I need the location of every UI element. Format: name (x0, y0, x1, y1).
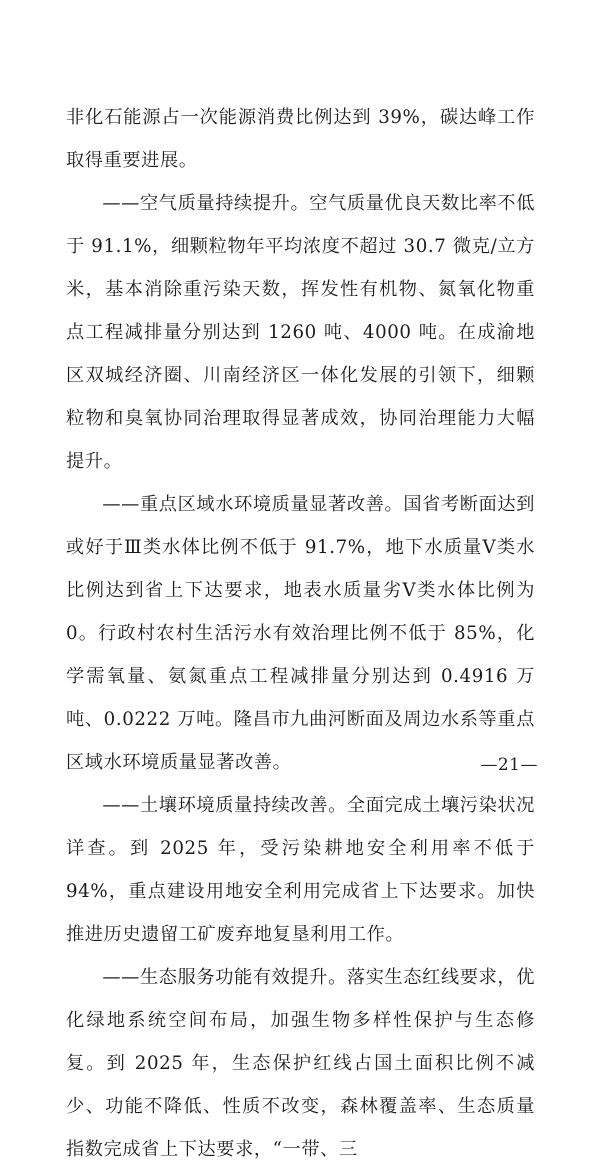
paragraph-soil-quality: ——土壤环境质量持续改善。全面完成土壤污染状况详查。到 2025 年，受污染耕地安全利用率不低于 94%，重点建设用地安全利用完成省上下达要求。加快推进历史遗留工矿废弃地复垦利用工作。 (66, 795, 535, 945)
paragraph-air-quality: ——空气质量持续提升。空气质量优良天数比率不低于 91.1%，细颗粒物年平均浓度不超过 30.7 微克/立方米，基本消除重污染天数，挥发性有机物、氮氧化物重点工程减排量分别达到 1260 吨、4000 吨。在成渝地区双城经济圈、川南经济区一体化发展的引领下，细颗粒物和臭氧协同治理取得显著成效，协同治理能力大幅提升。 (66, 193, 535, 472)
paragraph-continuation-energy: 非化石能源占一次能源消费比例达到 39%，碳达峰工作取得重要进展。 (66, 107, 535, 171)
body-text-column (66, 96, 535, 1171)
page-number: —21— (480, 755, 538, 775)
paragraph-water-quality: ——重点区域水环境质量显著改善。国省考断面达到或好于Ⅲ类水体比例不低于 91.7%，地下水质量Ⅴ类水比例达到省上下达要求，地表水质量劣Ⅴ类水体比例为 0。行政村农村生活污水有效治理比例不低于 85%，化学需氧量、氨氮重点工程减排量分别达到 0.4916 万吨、0.0222 万吨。隆昌市九曲河断面及周边水系等重点区域水环境质量显著改善。 (66, 494, 535, 773)
paragraph-ecological-service: ——生态服务功能有效提升。落实生态红线要求，优化绿地系统空间布局，加强生物多样性保护与生态修复。到 2025 年，生态保护红线占国土面积比例不减少、功能不降低、性质不改变，森林覆盖率、生态质量指数完成省上下达要求，“一带、三 (66, 967, 535, 1160)
